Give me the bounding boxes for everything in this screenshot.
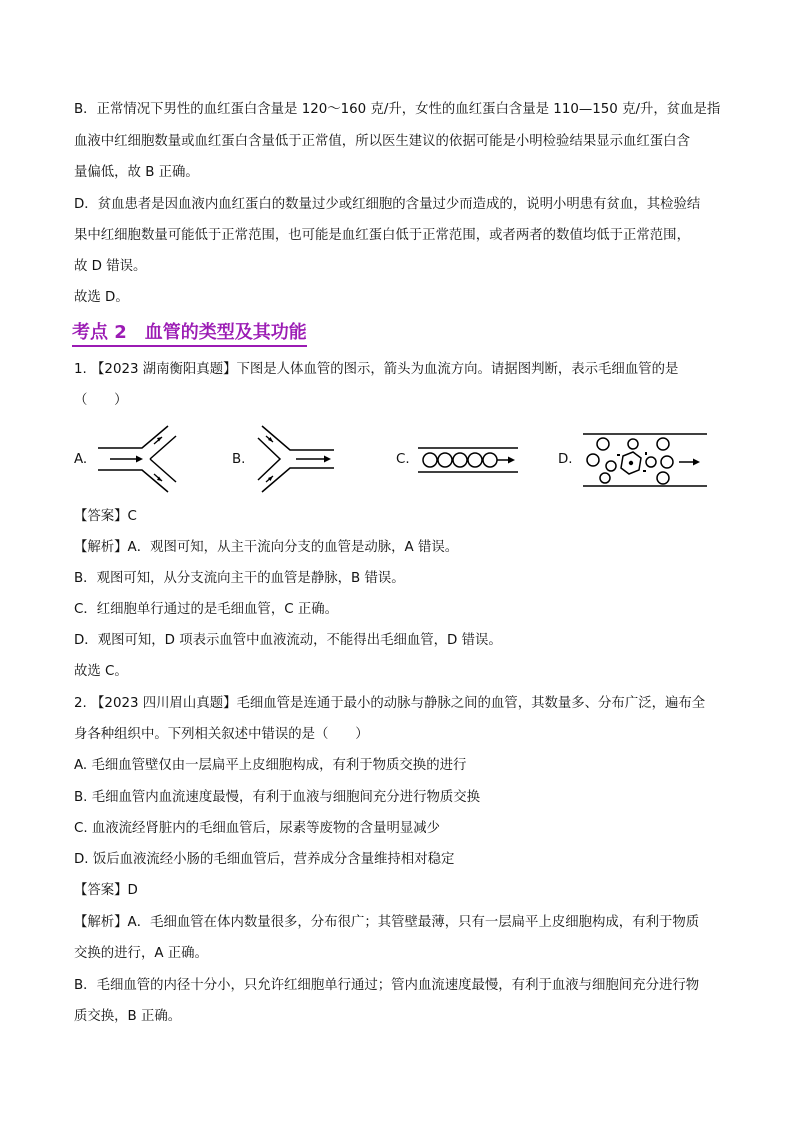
- q1-analysis-c: C．红细胞单行通过的是毛细血管，C 正确。: [74, 602, 338, 617]
- q1-option-c-label: C.: [396, 452, 410, 467]
- q2-answer: 【答案】D: [74, 883, 138, 898]
- q1-option-b-label: B.: [232, 452, 246, 467]
- explanation-b-line-3: 量偏低，故 B 正确。: [74, 165, 199, 180]
- explanation-d-line-1: D．贫血患者是因血液内血红蛋白的数量过少或红细胞的含量过少而造成的，说明小明患有贫血，其检验结: [74, 197, 701, 212]
- q2-option-d: D. 饭后血液流经小肠的毛细血管后，营养成分含量维持相对稳定: [74, 852, 455, 867]
- explanation-b-line-2: 血液中红细胞数量或血红蛋白含量低于正常值，所以医生建议的依据可能是小明检验结果显示血红蛋白含: [74, 134, 690, 149]
- q2-option-c: C. 血液流经肾脏内的毛细血管后，尿素等废物的含量明显减少: [74, 821, 441, 836]
- prev-choose: 故选 D。: [74, 290, 129, 305]
- q2-stem-line-1: 2. 【2023 四川眉山真题】毛细血管是连通于最小的动脉与静脉之间的血管，其数量多、分布广泛，遍布全: [74, 696, 706, 711]
- q2-stem-line-2: 身各种组织中。下列相关叙述中错误的是（ ）: [74, 727, 369, 742]
- q2-analysis-b-line-1: B．毛细血管的内径十分小，只允许红细胞单行通过；管内血流速度最慢，有利于血液与细胞间充分进行物: [74, 978, 700, 993]
- q1-option-a-label: A.: [74, 452, 88, 467]
- section-heading: 考点 2 血管的类型及其功能: [72, 321, 307, 347]
- q1-option-d-label: D.: [558, 452, 573, 467]
- artery-diagram: [96, 424, 176, 494]
- q2-analysis-a-line-2: 交换的进行，A 正确。: [74, 946, 208, 961]
- vein-diagram: [256, 424, 336, 494]
- q2-analysis-a-line-1: 【解析】A．毛细血管在体内数量很多，分布很广；其管壁最薄，只有一层扁平上皮细胞构成，有利于物质: [74, 915, 700, 930]
- capillary-diagram: [418, 444, 518, 476]
- q1-analysis-a: 【解析】A．观图可知，从主干流向分支的血管是动脉，A 错误。: [74, 540, 459, 555]
- explanation-d-line-2: 果中红细胞数量可能低于正常范围，也可能是血红蛋白低于正常范围，或者两者的数值均低于正常范围，: [74, 228, 690, 243]
- q1-answer: 【答案】C: [74, 509, 137, 524]
- q1-analysis-d: D．观图可知，D 项表示血管中血液流动，不能得出毛细血管，D 错误。: [74, 633, 502, 648]
- q2-option-a: A. 毛细血管壁仅由一层扁平上皮细胞构成，有利于物质交换的进行: [74, 758, 467, 773]
- q2-analysis-b-line-2: 质交换，B 正确。: [74, 1009, 182, 1024]
- blood-flow-diagram: [583, 432, 707, 488]
- q1-stem-line-1: 1. 【2023 湖南衡阳真题】下图是人体血管的图示，箭头为血流方向。请据图判断，表示毛细血管的是: [74, 362, 679, 377]
- q1-analysis-b: B．观图可知，从分支流向主干的血管是静脉，B 错误。: [74, 571, 405, 586]
- q1-choose: 故选 C。: [74, 664, 128, 679]
- q1-stem-line-2: （ ）: [74, 393, 128, 408]
- explanation-b-line-1: B．正常情况下男性的血红蛋白含量是 120～160 克/升，女性的血红蛋白含量是 110—150 克/升，贫血是指: [74, 102, 721, 117]
- explanation-d-line-3: 故 D 错误。: [74, 259, 147, 274]
- q2-option-b: B. 毛细血管内血流速度最慢，有利于血液与细胞间充分进行物质交换: [74, 790, 481, 805]
